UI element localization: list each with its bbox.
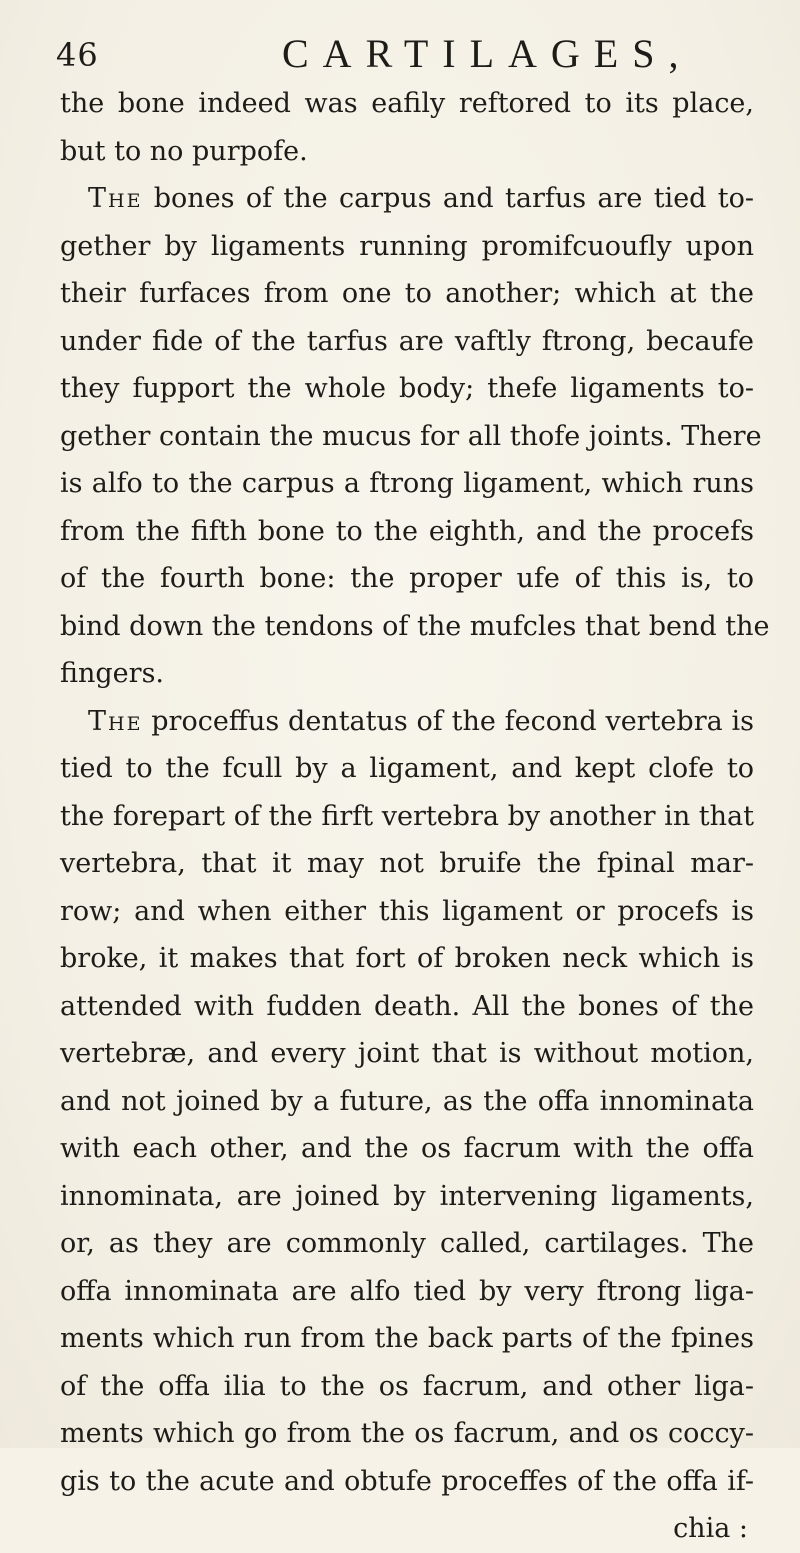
text-line: and not joined by a future, as the offa innominata [60, 1085, 754, 1117]
page-number: 46 [56, 36, 99, 74]
text-line: the bone indeed was eafily reftored to its place, [60, 88, 754, 119]
text-line: is alfo to the carpus a ftrong ligament, which runs [60, 468, 754, 499]
text-line: fingers. [60, 658, 165, 689]
text-line: they fupport the whole body; thefe ligaments to- [60, 373, 754, 404]
text-line: but to no purpofe. [60, 135, 308, 167]
text-line: vertebra, that it may not bruife the fpinal mar- [60, 848, 754, 879]
body-text [60, 80, 770, 1553]
text-line: gether contain the mucus for all thofe joints. There [60, 420, 762, 452]
text-line: ments which go from the os facrum, and os coccy- [60, 1418, 754, 1449]
text-line: gether by ligaments running promifcuoufly upon [60, 230, 754, 262]
running-head: CARTILAGES, [282, 31, 693, 76]
text-line: offa innominata are alfo tied by very ftrong liga- [60, 1275, 754, 1307]
paragraph-start-line: The proceffus dentatus of the fecond vertebra is [88, 705, 754, 737]
text-line: of the offa ilia to the os facrum, and other liga- [60, 1370, 754, 1402]
paragraph-start-line: The bones of the carpus and tarfus are tied to- [88, 183, 754, 214]
text-line: or, as they are commonly called, cartilages. The [60, 1228, 754, 1259]
text-line: under fide of the tarfus are vaftly ftrong, becaufe [60, 325, 754, 357]
text-line: ments which run from the back parts of the fpines [60, 1323, 754, 1354]
text-line: with each other, and the os facrum with the offa [60, 1133, 754, 1164]
text-line: gis to the acute and obtufe proceffes of the offa if- [60, 1465, 754, 1497]
text-line: the forepart of the firft vertebra by another in that [60, 800, 754, 832]
paragraph-lead-word: The [88, 183, 143, 214]
text-line: tied to the fcull by a ligament, and kept clofe to [60, 753, 754, 784]
text-line: innominata, are joined by intervening ligaments, [60, 1180, 754, 1212]
text-line: of the fourth bone: the proper ufe of this is, to [60, 563, 754, 594]
text-line: row; and when either this ligament or procefs is [60, 895, 754, 927]
text-line: from the fifth bone to the eighth, and the procefs [60, 515, 754, 547]
paragraph-lead-word: The [88, 705, 143, 737]
catchword-line: chia : [673, 1513, 748, 1544]
text-line: attended with fudden death. All the bones of the [60, 990, 754, 1022]
text-line: bind down the tendons of the mufcles that bend the [60, 610, 770, 642]
text-line: their furfaces from one to another; which at the [60, 278, 754, 309]
page-header [56, 30, 756, 76]
text-line: broke, it makes that fort of broken neck which is [60, 943, 754, 974]
text-line: vertebræ, and every joint that is without motion, [60, 1038, 754, 1069]
